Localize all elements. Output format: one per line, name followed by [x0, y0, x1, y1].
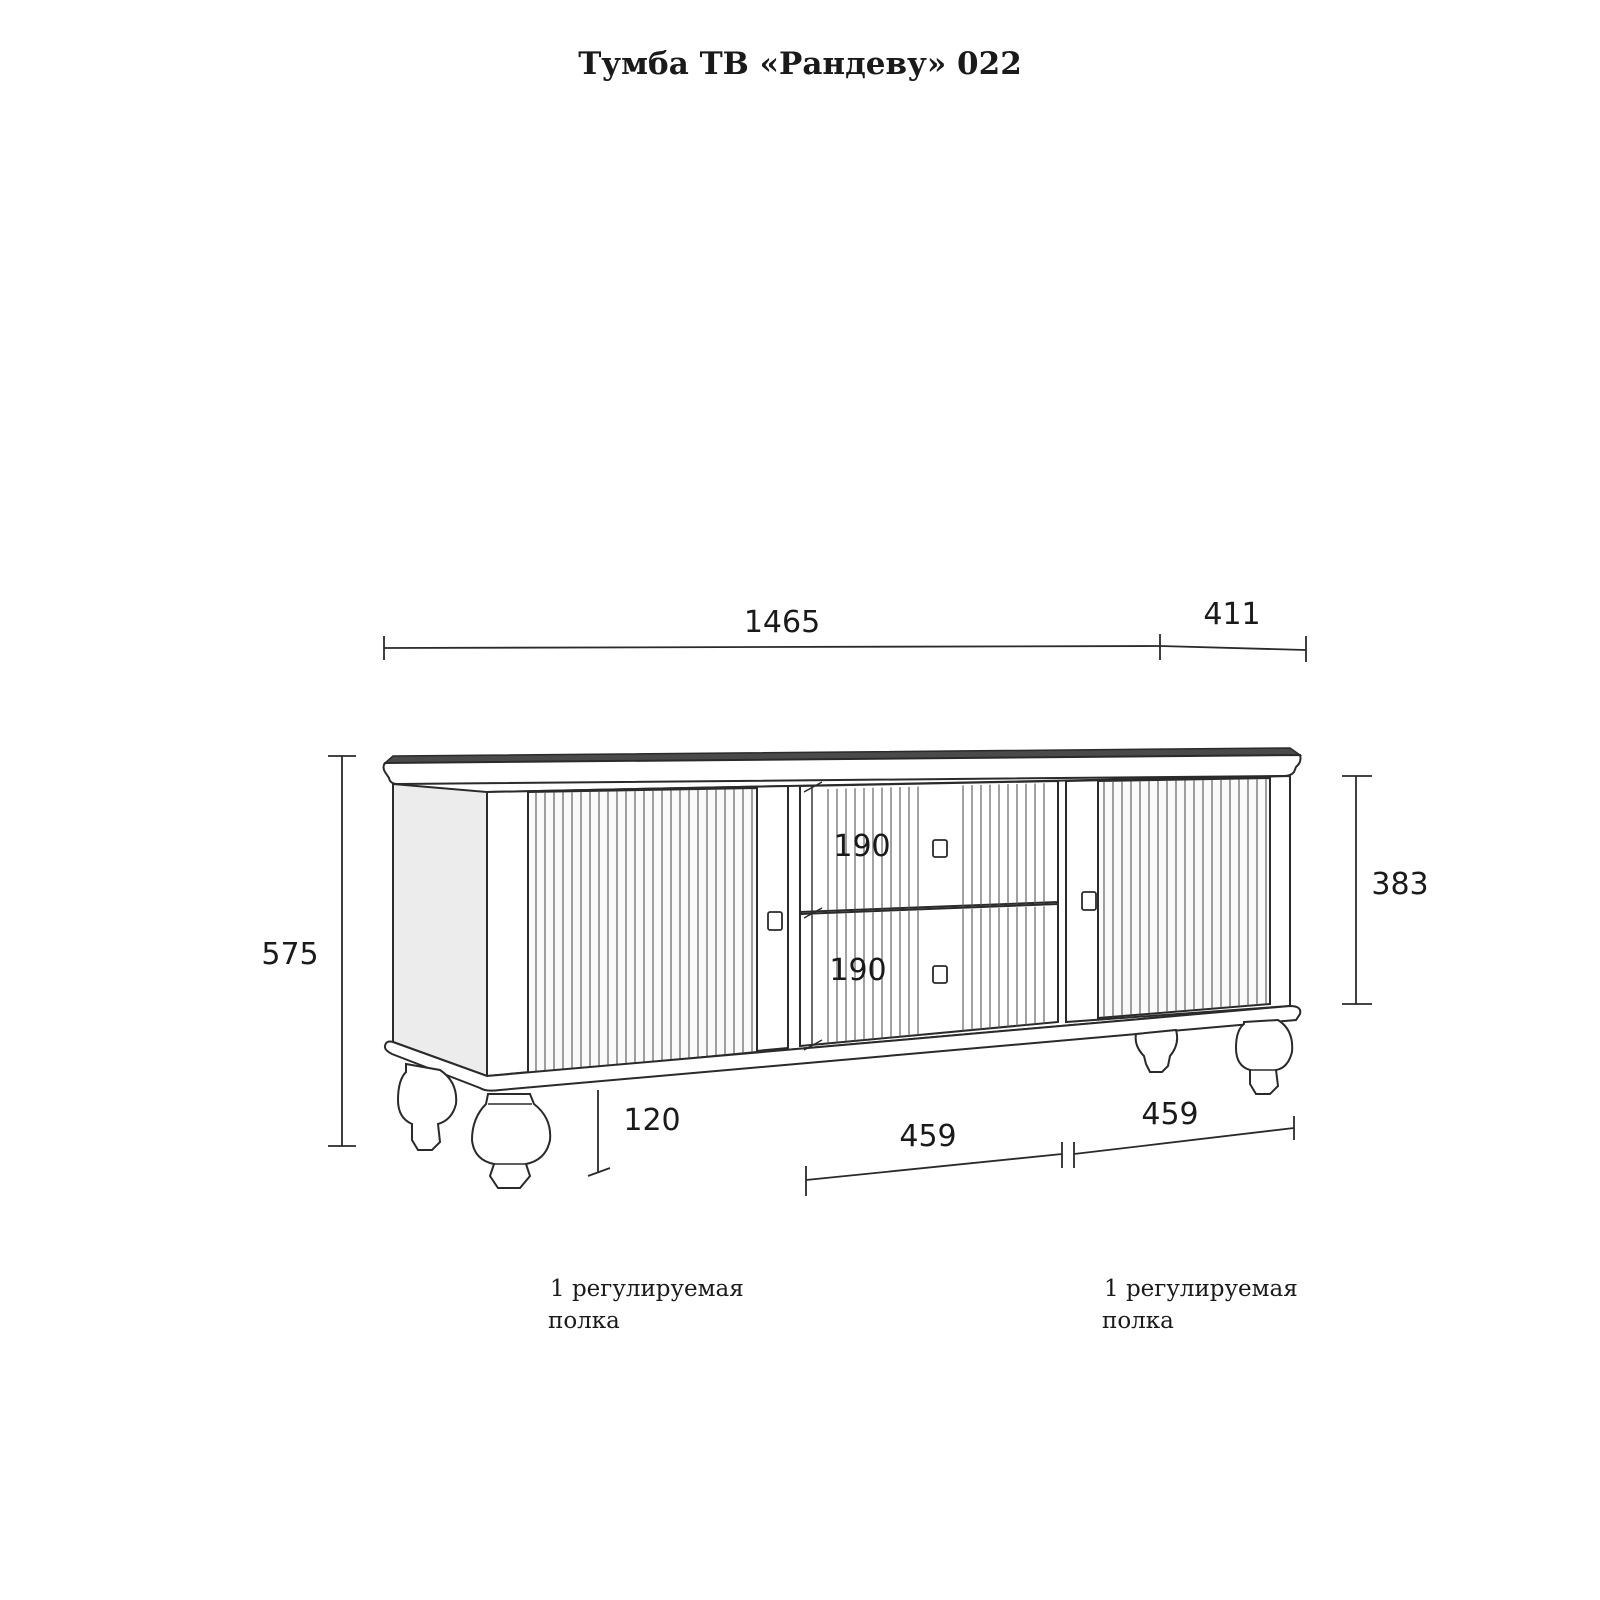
leg-front-left — [472, 1094, 550, 1188]
note-left-line2: полка — [548, 1308, 620, 1334]
note-left-line1: 1 регулируемая — [550, 1276, 744, 1302]
leg-front-right — [1236, 1020, 1292, 1094]
note-right-shelf — [1102, 1276, 1298, 1334]
right-door-handle-icon[interactable] — [1082, 892, 1096, 910]
dimension-width — [384, 605, 1160, 660]
dimension-height-label: 575 — [261, 937, 319, 972]
left-door[interactable] — [487, 786, 788, 1076]
drawing-title: Тумба ТВ «Рандеву» 022 — [578, 46, 1022, 82]
dimension-leg-height — [588, 1090, 681, 1176]
leg-rear-left — [398, 1064, 456, 1150]
dimension-depth-label: 411 — [1203, 597, 1261, 632]
dimension-drawer-bottom-label: 190 — [829, 953, 887, 988]
dimension-height — [261, 756, 356, 1146]
left-door-handle-icon[interactable] — [768, 912, 782, 930]
dimension-leg-height-label: 120 — [623, 1103, 681, 1138]
drawer-top-handle-icon[interactable] — [933, 840, 947, 857]
dimension-section-middle-label: 459 — [899, 1119, 957, 1154]
dimension-door-height — [1342, 776, 1429, 1004]
right-door[interactable] — [1066, 776, 1290, 1022]
leg-rear-right — [1136, 1030, 1177, 1072]
note-right-line2: полка — [1102, 1308, 1174, 1334]
dimension-width-label: 1465 — [743, 605, 821, 640]
drawer-bottom-handle-icon[interactable] — [933, 966, 947, 983]
cabinet-left-side — [393, 784, 487, 1076]
dimension-section-right — [1074, 1097, 1294, 1168]
dimension-section-middle — [806, 1119, 1062, 1196]
dimension-drawer-top-label: 190 — [833, 829, 891, 864]
dimension-depth — [1160, 597, 1306, 662]
dimension-door-height-label: 383 — [1371, 867, 1429, 902]
note-left-shelf — [548, 1276, 744, 1334]
note-right-line1: 1 регулируемая — [1104, 1276, 1298, 1302]
dimension-section-right-label: 459 — [1141, 1097, 1199, 1132]
